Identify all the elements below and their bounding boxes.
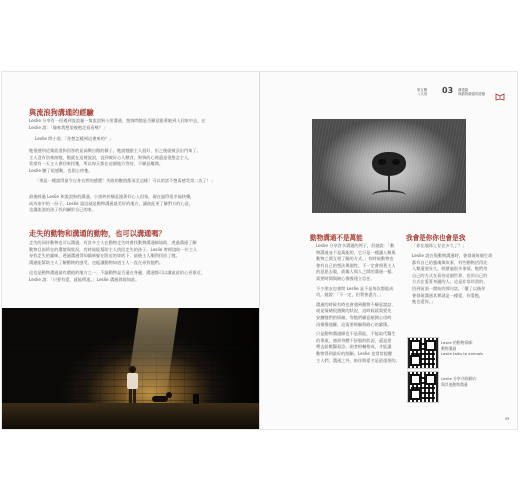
dog-figure xyxy=(152,396,168,402)
qr-code-1[interactable] xyxy=(407,337,439,369)
book-logo-icon xyxy=(495,86,505,94)
quote-right: 「你在地球上存在多久了？」 xyxy=(412,243,467,248)
qr-code-2[interactable] xyxy=(407,371,439,403)
chapter-title: 溝通篇 與動物溝通的經驗 xyxy=(458,88,486,97)
qr-caption-2: Leslie 分享介紹網站： 與其他動物溝通 xyxy=(441,376,480,387)
paragraph-intro: Leslie 分享有一回遇到流浪貓一隻流浪狗小黑溝通，想詢問牠是否願意跟著她到人回家中去，在 Leslie 說：「像來我想望被抱走看看嗎？」 xyxy=(29,118,206,130)
book-spread xyxy=(2,72,517,429)
paragraph-story: 牠很感到這隻流浪狗回答的是高興自傲的樣子，牠說牠跟主人很好，但之後就被丟出門來了。 主人沒有回來接牠，牠就在這裡流浪，直到被好心人餵食。狗狗的心裡還是很想念主人， 希望有一天主人會回來找牠，所以每天都在這個地方等待，不願意離開。 Leslie 聽了很感動，也很心疼牠。 xyxy=(29,148,201,173)
chapter-label: 第五輯 八大項 xyxy=(417,88,428,97)
quote-2: 「那是一種說得最令自身自然的感覺！失敗的數值都深至這樣！可以的話不想再感受第二次了！」 xyxy=(35,178,216,183)
column-left-text: Leslie 分享許多溝通的例子，但她說：「動 物溝通並不是萬能的，它只是一種讓人類與 動物之間互相了解的方式。」有時候動物也 會有自己的想法與個性，不一定會照著主人 的意思去做，就像人與人之間的溝通一樣， 需要時間與耐心慢慢建立信任。 不少朋友也會問 Leslie 是不是每次都能成 功，她說：「不一定，但我會盡力。」 溝通的時候有時也會遇到動物不願意說話、 或是情緒很激動的狀況，這時候就需要先 安撫牠們的情緒，等牠們願意敞開心房時 再慢慢地聊，這需要經驗與耐心的累積。 只是動物溝通師也不是萬能，不能取代醫生 的專業，遇到身體不舒服的狀況，還是要 帶去給獸醫看診，兩者相輔相成，才能讓 動物得到最好的照顧。Leslie 也常常提醒 主人們，溝通之外，陪伴與愛才是最重要的。 xyxy=(316,243,400,363)
alley-photo xyxy=(2,308,259,429)
child-figure xyxy=(129,366,136,373)
cat-nose-photo xyxy=(312,119,466,213)
paragraph-ending: 最後經過 Leslie 和流浪狗的溝通，小黑終於願意跟著好心人回家，現在過得很幸福快樂， 成為家中的一份子。Leslie 說這就是動物溝通最美好的地方，讓彼此更了解對方的心意， 也讓流浪的孩子找到屬於自己的家。 xyxy=(29,194,195,213)
right-page xyxy=(260,72,517,429)
paragraph-value: 這也是動物溝通最有價值的地方之一，不論動物是否還在身邊，溝通都可以讓彼此的心更靠近， Leslie 說：「只要有愛，就能傳達。」Leslie 溝通發現如此。 xyxy=(29,270,205,282)
qr-caption-1: Leslie 的動物導師： 動物溝通 Leslie talks to animals xyxy=(441,340,484,357)
quote-1: Leslie 問小黑：「你想怎樣到這裡來的？」 xyxy=(35,136,114,141)
paragraph-lost: 走失的同伴動物也可以溝通，有許多主人在動物走失時會找動物溝通師協助，透過溝通了解 動物目前所在的環境與狀況，有時候能幫助主人找回走失的孩子。Leslie 曾經協助一位主人 尋找走失的貓咪，透過溝通得知貓咪躲在附近的車底下，最後主人順利找回了牠。 溝通能幫助主人了解動物的感受，也能讓動物知道主人一直在尋找牠們。 xyxy=(29,240,198,265)
left-page xyxy=(2,72,259,429)
chapter-number: 03 xyxy=(442,86,454,95)
page-number: 09 xyxy=(505,417,510,421)
column-right-text: Leslie 說在與動物溝通時，會發現每個生命 都有自己的靈魂與故事，有些動物活得比 人類還要長久，經歷過很多事情，牠們用 自己的方式在看待這個世界，也用自己的 方式在愛著身邊的人，這是非常珍貴的。 回到前面一開始的那句話，「懂了以後你 會發現溝通其實就是一種愛，你愛牠， 牠也愛你。」 xyxy=(412,253,493,305)
section-title-you-and-me: 我會是你你也會是我 xyxy=(406,234,466,242)
section-title-not-almighty: 動物溝通不是萬能 xyxy=(310,234,363,242)
section-title-stray-dog: 與流浪狗溝通的經驗 xyxy=(29,108,94,117)
section-title-lost-animals: 走失的動物和溝通的動物，也可以溝通嗎？ xyxy=(29,229,166,238)
